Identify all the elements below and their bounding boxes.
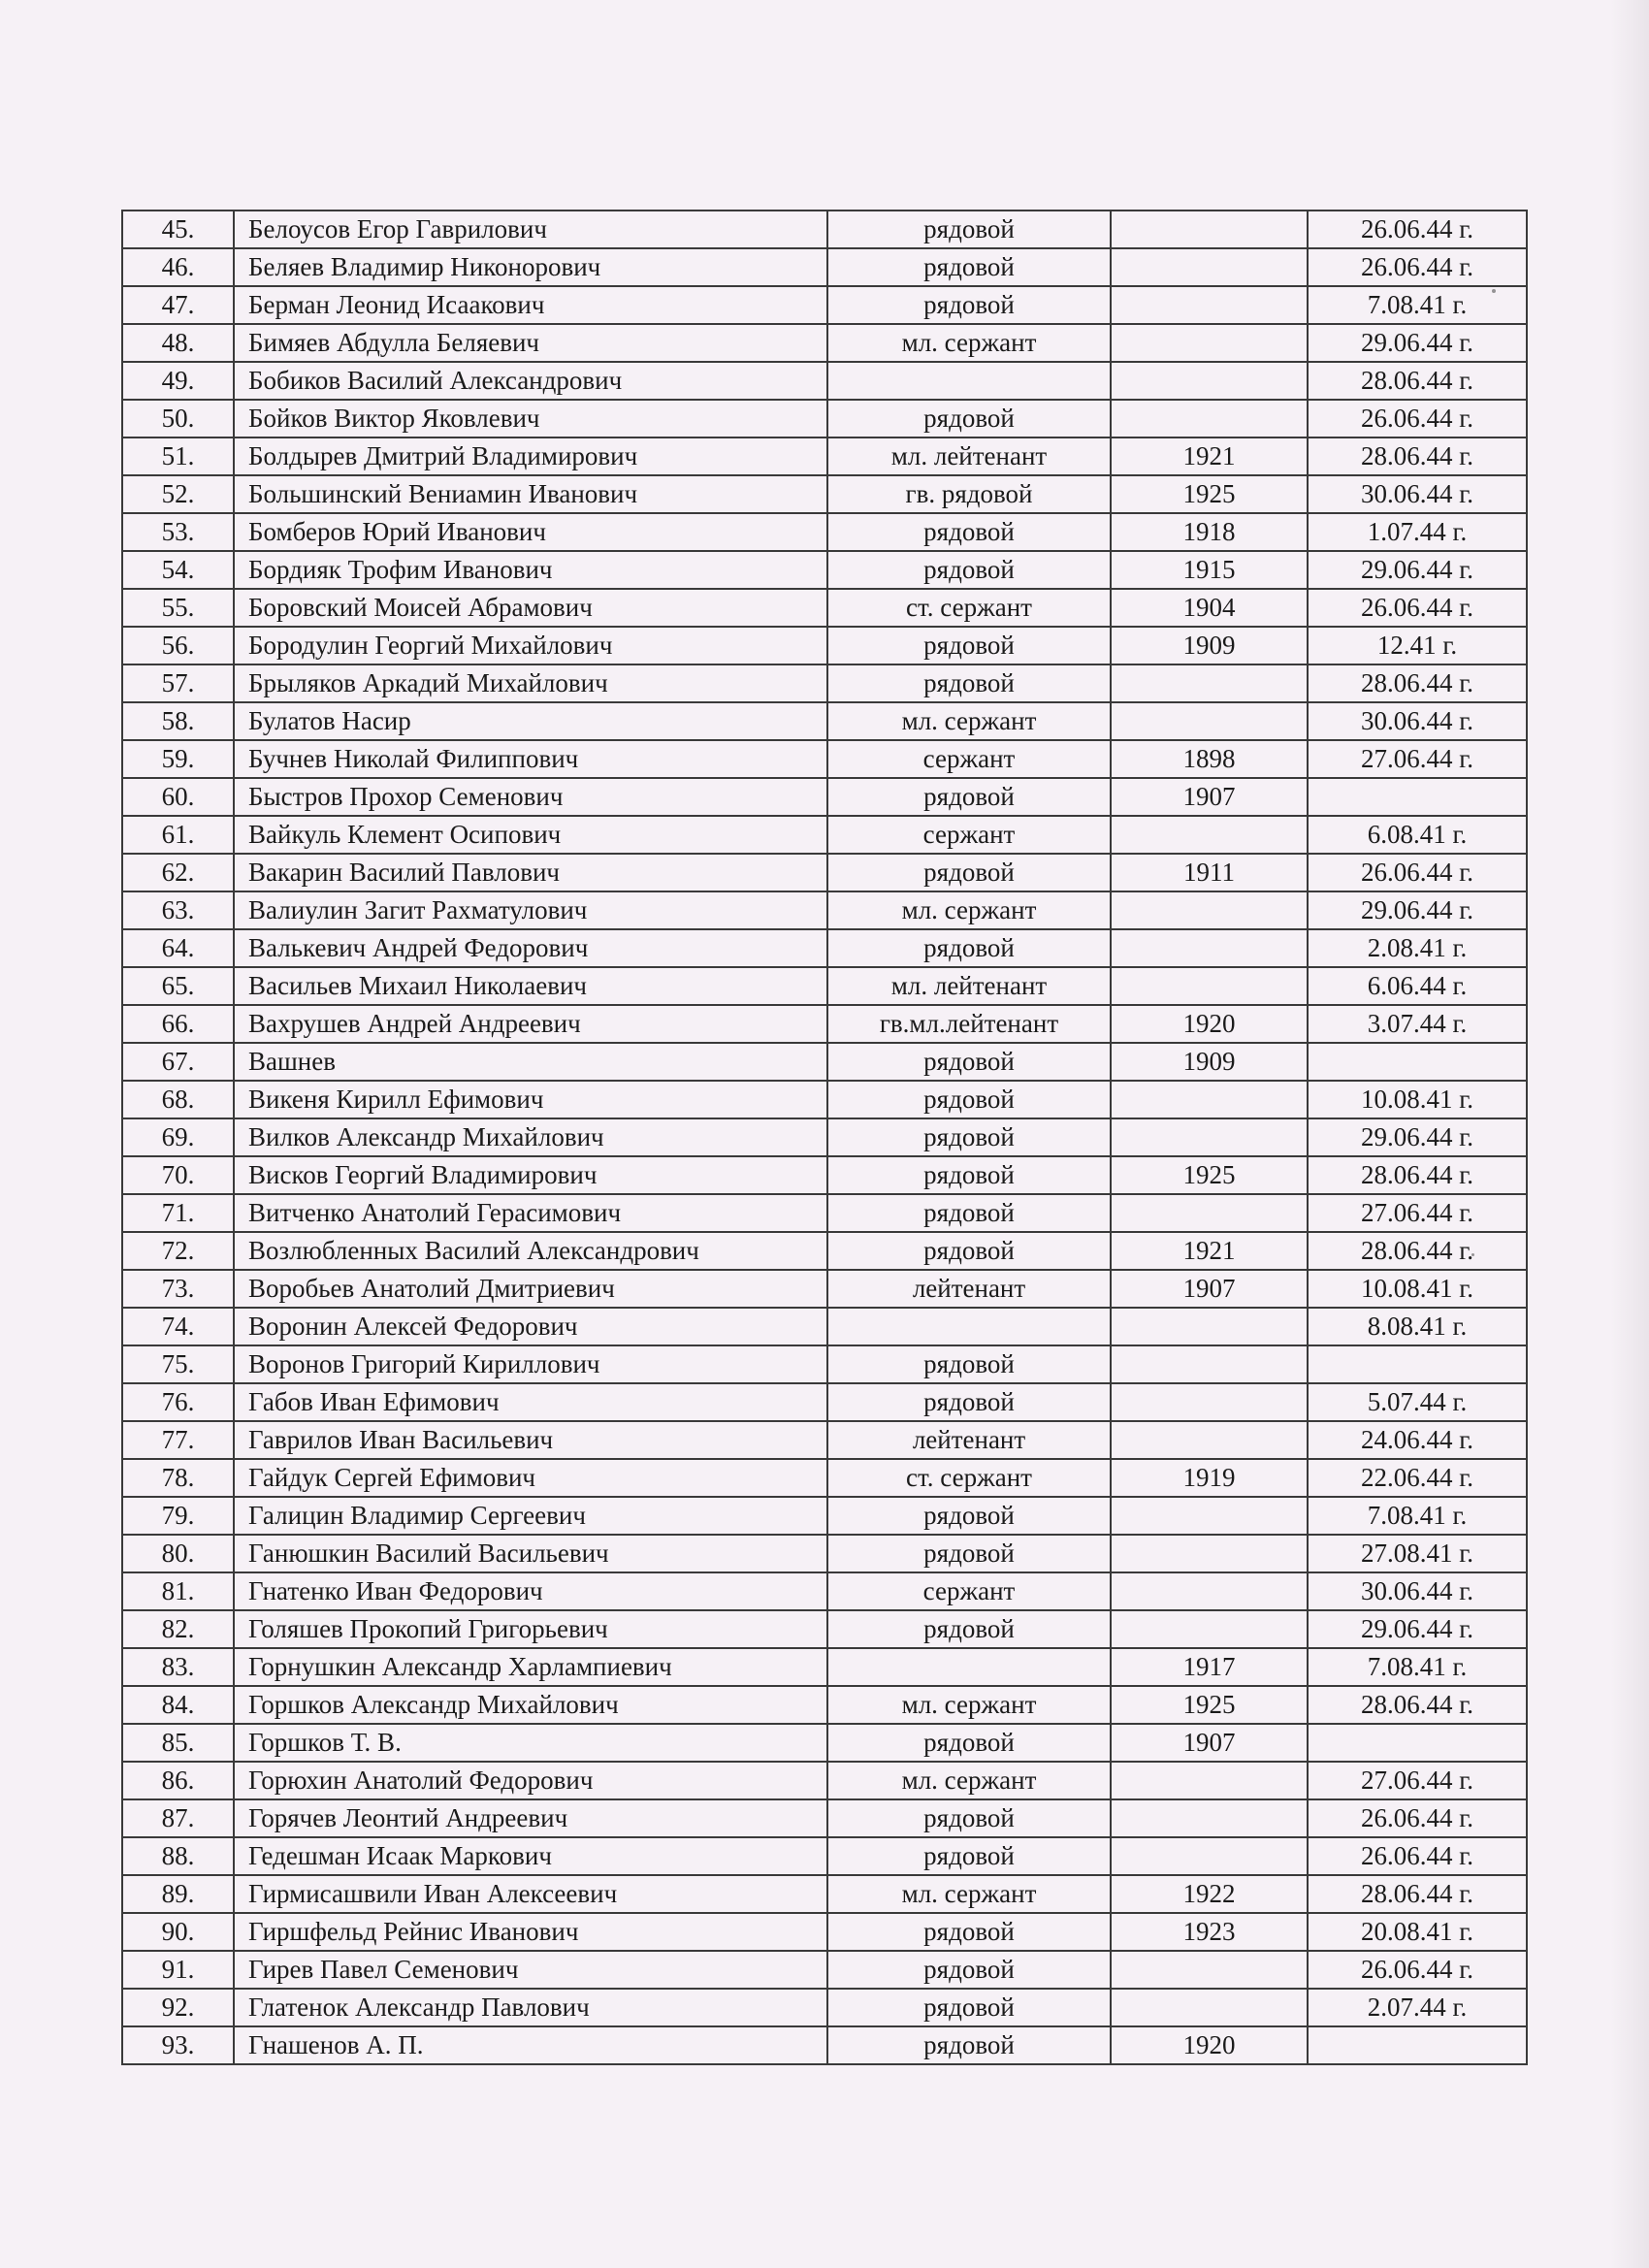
- row-number: 67.: [122, 1043, 234, 1081]
- soldier-name: Вашнев: [234, 1043, 827, 1081]
- table-row: [122, 1610, 1527, 1648]
- birth-year: [1111, 1194, 1308, 1232]
- death-date: [1308, 1043, 1527, 1081]
- soldier-name: Горнушкин Александр Харлампиевич: [234, 1648, 827, 1686]
- table-row: [122, 1421, 1527, 1459]
- row-number: 86.: [122, 1762, 234, 1799]
- death-date: 26.06.44 г.: [1308, 211, 1527, 248]
- row-number: 63.: [122, 891, 234, 929]
- death-date: 29.06.44 г.: [1308, 551, 1527, 589]
- table-row: [122, 1232, 1527, 1270]
- row-number: 64.: [122, 929, 234, 967]
- military-rank: рядовой: [827, 1383, 1111, 1421]
- death-date: 22.06.44 г.: [1308, 1459, 1527, 1497]
- table-row: [122, 891, 1527, 929]
- birth-year: 1911: [1111, 854, 1308, 891]
- military-rank: рядовой: [827, 211, 1111, 248]
- military-rank: рядовой: [827, 1951, 1111, 1989]
- row-number: 55.: [122, 589, 234, 627]
- death-date: 30.06.44 г.: [1308, 1572, 1527, 1610]
- military-rank: рядовой: [827, 2026, 1111, 2064]
- row-number: 91.: [122, 1951, 234, 1989]
- birth-year: 1915: [1111, 551, 1308, 589]
- death-date: [1308, 2026, 1527, 2064]
- soldier-name: Вайкуль Клемент Осипович: [234, 816, 827, 854]
- row-number: 89.: [122, 1875, 234, 1913]
- death-date: 27.08.41 г.: [1308, 1535, 1527, 1572]
- row-number: 51.: [122, 437, 234, 475]
- birth-year: 1925: [1111, 1156, 1308, 1194]
- soldier-name: Ганюшкин Василий Васильевич: [234, 1535, 827, 1572]
- death-date: 20.08.41 г.: [1308, 1913, 1527, 1951]
- row-number: 49.: [122, 362, 234, 400]
- death-date: 28.06.44 г.: [1308, 362, 1527, 400]
- birth-year: 1925: [1111, 475, 1308, 513]
- military-rank: мл. сержант: [827, 1875, 1111, 1913]
- row-number: 46.: [122, 248, 234, 286]
- table-row: [122, 589, 1527, 627]
- birth-year: 1925: [1111, 1686, 1308, 1724]
- military-rank: рядовой: [827, 1043, 1111, 1081]
- birth-year: [1111, 1421, 1308, 1459]
- military-rank: сержант: [827, 740, 1111, 778]
- death-date: 29.06.44 г.: [1308, 324, 1527, 362]
- military-rank: рядовой: [827, 400, 1111, 437]
- row-number: 92.: [122, 1989, 234, 2026]
- birth-year: [1111, 1535, 1308, 1572]
- death-date: 24.06.44 г.: [1308, 1421, 1527, 1459]
- row-number: 70.: [122, 1156, 234, 1194]
- table-row: [122, 740, 1527, 778]
- row-number: 52.: [122, 475, 234, 513]
- row-number: 59.: [122, 740, 234, 778]
- soldier-name: Горшков Александр Михайлович: [234, 1686, 827, 1724]
- row-number: 73.: [122, 1270, 234, 1308]
- soldier-name: Горшков Т. В.: [234, 1724, 827, 1762]
- birth-year: 1923: [1111, 1913, 1308, 1951]
- table-row: [122, 664, 1527, 702]
- soldier-name: Галицин Владимир Сергеевич: [234, 1497, 827, 1535]
- soldier-name: Бородулин Георгий Михайлович: [234, 627, 827, 664]
- row-number: 81.: [122, 1572, 234, 1610]
- table-row: [122, 513, 1527, 551]
- soldier-name: Вахрушев Андрей Андреевич: [234, 1005, 827, 1043]
- soldier-name: Васильев Михаил Николаевич: [234, 967, 827, 1005]
- table-row: [122, 211, 1527, 248]
- military-rank: рядовой: [827, 513, 1111, 551]
- soldier-name: Боровский Моисей Абрамович: [234, 589, 827, 627]
- birth-year: 1920: [1111, 1005, 1308, 1043]
- table-row: [122, 929, 1527, 967]
- table-row: [122, 1005, 1527, 1043]
- birth-year: 1909: [1111, 1043, 1308, 1081]
- soldier-name: Бомберов Юрий Иванович: [234, 513, 827, 551]
- birth-year: [1111, 816, 1308, 854]
- death-date: 28.06.44 г.: [1308, 664, 1527, 702]
- table-row: [122, 286, 1527, 324]
- soldier-name: Булатов Насир: [234, 702, 827, 740]
- military-rank: гв.мл.лейтенант: [827, 1005, 1111, 1043]
- death-date: 28.06.44 г.: [1308, 1232, 1527, 1270]
- death-date: 7.08.41 г.: [1308, 1497, 1527, 1535]
- birth-year: [1111, 248, 1308, 286]
- military-rank: лейтенант: [827, 1270, 1111, 1308]
- military-rank: рядовой: [827, 1989, 1111, 2026]
- soldier-name: Воронов Григорий Кириллович: [234, 1345, 827, 1383]
- table-row: [122, 362, 1527, 400]
- military-rank: рядовой: [827, 1081, 1111, 1118]
- row-number: 72.: [122, 1232, 234, 1270]
- military-rank: рядовой: [827, 1535, 1111, 1572]
- table-row: [122, 1951, 1527, 1989]
- death-date: 29.06.44 г.: [1308, 891, 1527, 929]
- soldier-name: Берман Леонид Исаакович: [234, 286, 827, 324]
- birth-year: [1111, 1383, 1308, 1421]
- table-row: [122, 2026, 1527, 2064]
- death-date: 5.07.44 г.: [1308, 1383, 1527, 1421]
- table-row: [122, 1724, 1527, 1762]
- soldier-name: Брыляков Аркадий Михайлович: [234, 664, 827, 702]
- birth-year: [1111, 1308, 1308, 1345]
- birth-year: [1111, 211, 1308, 248]
- death-date: 8.08.41 г.: [1308, 1308, 1527, 1345]
- birth-year: [1111, 1081, 1308, 1118]
- birth-year: 1922: [1111, 1875, 1308, 1913]
- table-row: [122, 854, 1527, 891]
- table-row: [122, 1535, 1527, 1572]
- soldier-name: Гиршфельд Рейнис Иванович: [234, 1913, 827, 1951]
- soldier-name: Гнатенко Иван Федорович: [234, 1572, 827, 1610]
- row-number: 45.: [122, 211, 234, 248]
- soldier-name: Витченко Анатолий Герасимович: [234, 1194, 827, 1232]
- table-row: [122, 248, 1527, 286]
- scan-page-edge: [1610, 0, 1649, 2268]
- table-row: [122, 1118, 1527, 1156]
- military-rank: [827, 1648, 1111, 1686]
- row-number: 50.: [122, 400, 234, 437]
- death-date: 30.06.44 г.: [1308, 702, 1527, 740]
- row-number: 77.: [122, 1421, 234, 1459]
- birth-year: [1111, 1497, 1308, 1535]
- row-number: 61.: [122, 816, 234, 854]
- death-date: [1308, 1345, 1527, 1383]
- birth-year: 1904: [1111, 589, 1308, 627]
- death-date: 10.08.41 г.: [1308, 1270, 1527, 1308]
- birth-year: 1919: [1111, 1459, 1308, 1497]
- soldier-name: Гаврилов Иван Васильевич: [234, 1421, 827, 1459]
- birth-year: [1111, 1837, 1308, 1875]
- soldier-name: Валиулин Загит Рахматулович: [234, 891, 827, 929]
- death-date: 10.08.41 г.: [1308, 1081, 1527, 1118]
- death-date: 7.08.41 г.: [1308, 1648, 1527, 1686]
- row-number: 83.: [122, 1648, 234, 1686]
- table-row: [122, 1194, 1527, 1232]
- row-number: 78.: [122, 1459, 234, 1497]
- death-date: 26.06.44 г.: [1308, 400, 1527, 437]
- military-rank: лейтенант: [827, 1421, 1111, 1459]
- military-rank: ст. сержант: [827, 589, 1111, 627]
- death-date: 12.41 г.: [1308, 627, 1527, 664]
- table-row: [122, 400, 1527, 437]
- table-row: [122, 778, 1527, 816]
- birth-year: 1907: [1111, 1270, 1308, 1308]
- row-number: 47.: [122, 286, 234, 324]
- birth-year: 1917: [1111, 1648, 1308, 1686]
- death-date: 26.06.44 г.: [1308, 1837, 1527, 1875]
- soldier-name: Гирмисашвили Иван Алексеевич: [234, 1875, 827, 1913]
- row-number: 68.: [122, 1081, 234, 1118]
- military-rank: мл. лейтенант: [827, 967, 1111, 1005]
- military-rank: [827, 362, 1111, 400]
- soldier-name: Вилков Александр Михайлович: [234, 1118, 827, 1156]
- death-date: 3.07.44 г.: [1308, 1005, 1527, 1043]
- birth-year: [1111, 1572, 1308, 1610]
- military-rank: рядовой: [827, 1232, 1111, 1270]
- table-row: [122, 1799, 1527, 1837]
- death-date: 26.06.44 г.: [1308, 854, 1527, 891]
- soldier-name: Воронин Алексей Федорович: [234, 1308, 827, 1345]
- row-number: 62.: [122, 854, 234, 891]
- row-number: 66.: [122, 1005, 234, 1043]
- birth-year: 1907: [1111, 1724, 1308, 1762]
- table-row: [122, 475, 1527, 513]
- soldier-name: Возлюбленных Василий Александрович: [234, 1232, 827, 1270]
- military-rank: рядовой: [827, 1156, 1111, 1194]
- row-number: 88.: [122, 1837, 234, 1875]
- table-row: [122, 1837, 1527, 1875]
- death-date: 27.06.44 г.: [1308, 1762, 1527, 1799]
- military-rank: рядовой: [827, 854, 1111, 891]
- birth-year: 1909: [1111, 627, 1308, 664]
- soldier-name: Большинский Вениамин Иванович: [234, 475, 827, 513]
- row-number: 76.: [122, 1383, 234, 1421]
- table-row: [122, 1686, 1527, 1724]
- death-date: [1308, 778, 1527, 816]
- military-rank: рядовой: [827, 929, 1111, 967]
- table-row: [122, 1648, 1527, 1686]
- military-rank: рядовой: [827, 248, 1111, 286]
- row-number: 84.: [122, 1686, 234, 1724]
- military-rank: [827, 1308, 1111, 1345]
- birth-year: [1111, 1951, 1308, 1989]
- row-number: 80.: [122, 1535, 234, 1572]
- row-number: 87.: [122, 1799, 234, 1837]
- military-rank: гв. рядовой: [827, 475, 1111, 513]
- soldier-name: Гнашенов А. П.: [234, 2026, 827, 2064]
- birth-year: [1111, 891, 1308, 929]
- death-date: 26.06.44 г.: [1308, 1951, 1527, 1989]
- table-row: [122, 1497, 1527, 1535]
- death-date: 27.06.44 г.: [1308, 740, 1527, 778]
- soldier-name: Беляев Владимир Никонорович: [234, 248, 827, 286]
- row-number: 48.: [122, 324, 234, 362]
- death-date: 26.06.44 г.: [1308, 589, 1527, 627]
- table-row: [122, 551, 1527, 589]
- row-number: 93.: [122, 2026, 234, 2064]
- military-rank: рядовой: [827, 1497, 1111, 1535]
- soldier-name: Гайдук Сергей Ефимович: [234, 1459, 827, 1497]
- soldier-name: Болдырев Дмитрий Владимирович: [234, 437, 827, 475]
- birth-year: 1918: [1111, 513, 1308, 551]
- table-row: [122, 1383, 1527, 1421]
- birth-year: [1111, 1989, 1308, 2026]
- soldier-name: Воробьев Анатолий Дмитриевич: [234, 1270, 827, 1308]
- table-row: [122, 324, 1527, 362]
- birth-year: [1111, 324, 1308, 362]
- military-rank: ст. сержант: [827, 1459, 1111, 1497]
- table-row: [122, 1762, 1527, 1799]
- table-row: [122, 1913, 1527, 1951]
- soldier-name: Бимяев Абдулла Беляевич: [234, 324, 827, 362]
- table-row: [122, 627, 1527, 664]
- death-date: 1.07.44 г.: [1308, 513, 1527, 551]
- soldier-name: Белоусов Егор Гаврилович: [234, 211, 827, 248]
- soldier-name: Гедешман Исаак Маркович: [234, 1837, 827, 1875]
- death-date: 28.06.44 г.: [1308, 1156, 1527, 1194]
- table-row: [122, 1308, 1527, 1345]
- birth-year: 1907: [1111, 778, 1308, 816]
- military-rank: рядовой: [827, 778, 1111, 816]
- birth-year: [1111, 929, 1308, 967]
- military-rank: рядовой: [827, 664, 1111, 702]
- row-number: 85.: [122, 1724, 234, 1762]
- row-number: 56.: [122, 627, 234, 664]
- row-number: 60.: [122, 778, 234, 816]
- birth-year: [1111, 967, 1308, 1005]
- military-rank: мл. сержант: [827, 324, 1111, 362]
- birth-year: [1111, 664, 1308, 702]
- table-row: [122, 967, 1527, 1005]
- death-date: 26.06.44 г.: [1308, 248, 1527, 286]
- table-row: [122, 1989, 1527, 2026]
- row-number: 54.: [122, 551, 234, 589]
- row-number: 90.: [122, 1913, 234, 1951]
- soldier-name: Висков Георгий Владимирович: [234, 1156, 827, 1194]
- table-row: [122, 1345, 1527, 1383]
- row-number: 74.: [122, 1308, 234, 1345]
- soldier-name: Бучнев Николай Филиппович: [234, 740, 827, 778]
- table-row: [122, 437, 1527, 475]
- military-rank: рядовой: [827, 1799, 1111, 1837]
- death-date: 26.06.44 г.: [1308, 1799, 1527, 1837]
- table-row: [122, 1459, 1527, 1497]
- row-number: 79.: [122, 1497, 234, 1535]
- soldier-name: Голяшев Прокопий Григорьевич: [234, 1610, 827, 1648]
- birth-year: [1111, 362, 1308, 400]
- birth-year: [1111, 1799, 1308, 1837]
- birth-year: 1920: [1111, 2026, 1308, 2064]
- soldier-name: Викеня Кирилл Ефимович: [234, 1081, 827, 1118]
- soldier-name: Горюхин Анатолий Федорович: [234, 1762, 827, 1799]
- roster-body: [122, 211, 1527, 2064]
- soldier-name: Горячев Леонтий Андреевич: [234, 1799, 827, 1837]
- military-rank: мл. сержант: [827, 891, 1111, 929]
- military-rank: рядовой: [827, 1345, 1111, 1383]
- row-number: 75.: [122, 1345, 234, 1383]
- death-date: 30.06.44 г.: [1308, 475, 1527, 513]
- birth-year: [1111, 286, 1308, 324]
- death-date: 6.08.41 г.: [1308, 816, 1527, 854]
- death-date: 29.06.44 г.: [1308, 1610, 1527, 1648]
- military-rank: сержант: [827, 816, 1111, 854]
- table-row: [122, 1043, 1527, 1081]
- birth-year: [1111, 1762, 1308, 1799]
- row-number: 71.: [122, 1194, 234, 1232]
- military-rank: рядовой: [827, 551, 1111, 589]
- table-row: [122, 1270, 1527, 1308]
- death-date: 29.06.44 г.: [1308, 1118, 1527, 1156]
- row-number: 58.: [122, 702, 234, 740]
- death-date: 28.06.44 г.: [1308, 437, 1527, 475]
- table-row: [122, 1572, 1527, 1610]
- birth-year: [1111, 1118, 1308, 1156]
- row-number: 82.: [122, 1610, 234, 1648]
- death-date: 2.08.41 г.: [1308, 929, 1527, 967]
- birth-year: [1111, 1610, 1308, 1648]
- soldier-name: Габов Иван Ефимович: [234, 1383, 827, 1421]
- military-rank: рядовой: [827, 1610, 1111, 1648]
- table-row: [122, 1156, 1527, 1194]
- military-rank: рядовой: [827, 1194, 1111, 1232]
- death-date: [1308, 1724, 1527, 1762]
- death-date: 28.06.44 г.: [1308, 1686, 1527, 1724]
- death-date: 28.06.44 г.: [1308, 1875, 1527, 1913]
- soldier-name: Бойков Виктор Яковлевич: [234, 400, 827, 437]
- birth-year: [1111, 400, 1308, 437]
- military-rank: мл. сержант: [827, 1762, 1111, 1799]
- death-date: 7.08.41 г.: [1308, 286, 1527, 324]
- soldier-name: Глатенок Александр Павлович: [234, 1989, 827, 2026]
- death-date: 2.07.44 г.: [1308, 1989, 1527, 2026]
- birth-year: 1921: [1111, 1232, 1308, 1270]
- military-rank: рядовой: [827, 1837, 1111, 1875]
- soldier-name: Бобиков Василий Александрович: [234, 362, 827, 400]
- death-date: 6.06.44 г.: [1308, 967, 1527, 1005]
- death-date: 27.06.44 г.: [1308, 1194, 1527, 1232]
- birth-year: [1111, 702, 1308, 740]
- soldier-name: Вакарин Василий Павлович: [234, 854, 827, 891]
- table-row: [122, 1875, 1527, 1913]
- soldier-name: Быстров Прохор Семенович: [234, 778, 827, 816]
- soldier-name: Бордияк Трофим Иванович: [234, 551, 827, 589]
- military-rank: рядовой: [827, 1724, 1111, 1762]
- row-number: 57.: [122, 664, 234, 702]
- military-rank: мл. сержант: [827, 1686, 1111, 1724]
- row-number: 53.: [122, 513, 234, 551]
- military-rank: мл. сержант: [827, 702, 1111, 740]
- soldier-roster-table: [121, 210, 1528, 2065]
- row-number: 69.: [122, 1118, 234, 1156]
- military-rank: рядовой: [827, 286, 1111, 324]
- soldier-name: Валькевич Андрей Федорович: [234, 929, 827, 967]
- military-rank: мл. лейтенант: [827, 437, 1111, 475]
- birth-year: 1921: [1111, 437, 1308, 475]
- birth-year: [1111, 1345, 1308, 1383]
- table-row: [122, 702, 1527, 740]
- birth-year: 1898: [1111, 740, 1308, 778]
- table-row: [122, 816, 1527, 854]
- table-row: [122, 1081, 1527, 1118]
- military-rank: сержант: [827, 1572, 1111, 1610]
- military-rank: рядовой: [827, 627, 1111, 664]
- military-rank: рядовой: [827, 1913, 1111, 1951]
- row-number: 65.: [122, 967, 234, 1005]
- military-rank: рядовой: [827, 1118, 1111, 1156]
- soldier-name: Гирев Павел Семенович: [234, 1951, 827, 1989]
